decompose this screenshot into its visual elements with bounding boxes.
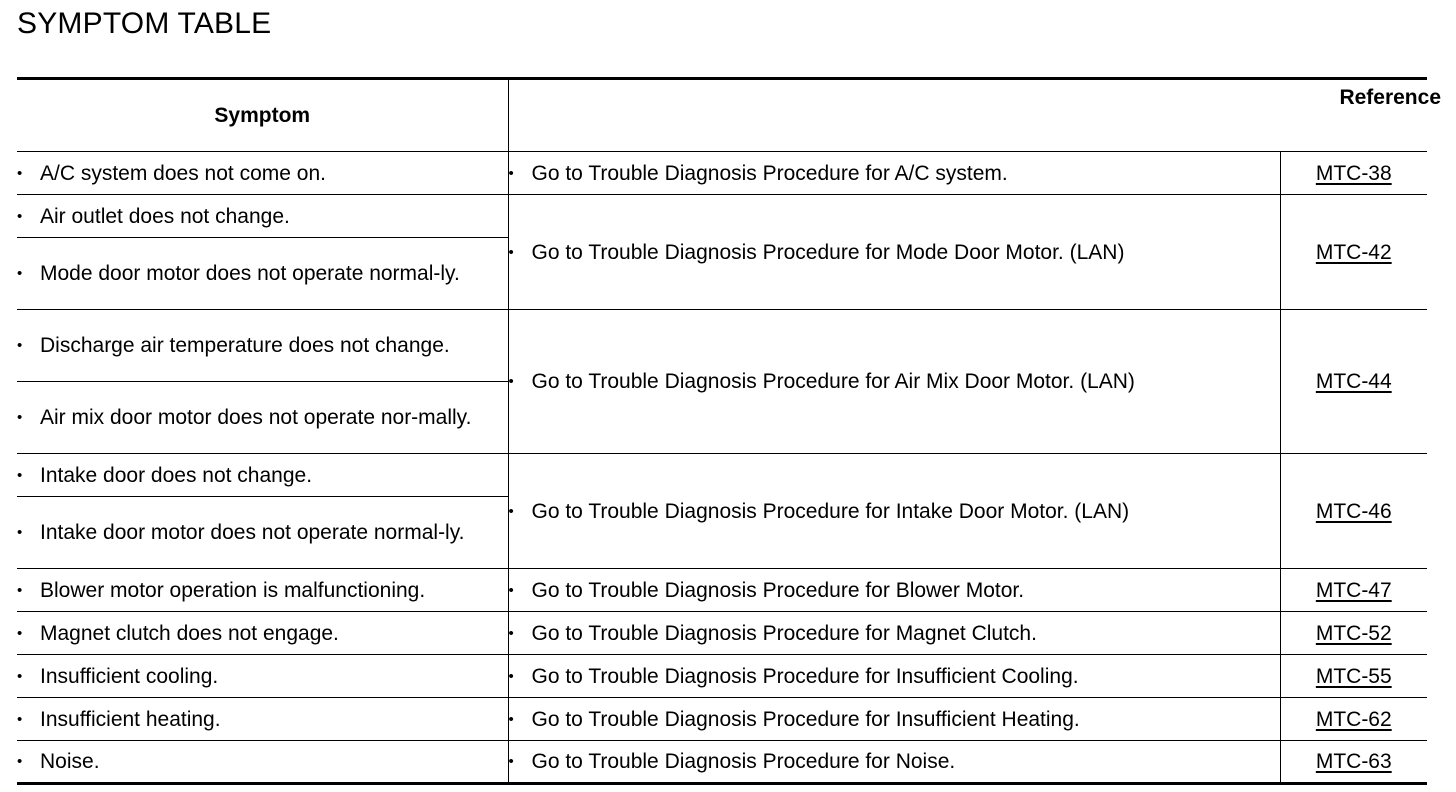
bullet: •	[17, 409, 23, 426]
bullet: •	[17, 265, 23, 282]
reference-cell	[1280, 569, 1427, 612]
bullet: •	[17, 710, 23, 728]
table-row	[17, 152, 1427, 195]
procedure-text: Go to Trouble Diagnosis Procedure for Magnet Clutch.	[531, 621, 1037, 645]
reference-cell	[1280, 310, 1427, 454]
symptom-text: Magnet clutch does not engage.	[40, 621, 339, 645]
page-title: SYMPTOM TABLE	[17, 7, 272, 40]
bullet: •	[508, 667, 514, 685]
procedure-text: Go to Trouble Diagnosis Procedure for Blower Motor.	[531, 578, 1025, 602]
table-row	[17, 741, 1427, 784]
reference-link-mtc-55[interactable]: MTC-55	[1315, 664, 1392, 688]
reference-header-cell	[508, 79, 1427, 152]
procedure-text: Go to Trouble Diagnosis Procedure for Intake Door Motor. (LAN)	[531, 499, 1130, 523]
reference-link-mtc-63[interactable]: MTC-63	[1315, 750, 1392, 773]
symptom-cell	[17, 612, 508, 655]
symptom-cell	[17, 569, 508, 612]
symptom-cell	[17, 655, 508, 698]
reference-link-mtc-52[interactable]: MTC-52	[1315, 621, 1392, 645]
symptom-text: Noise.	[40, 750, 100, 773]
procedure-cell	[508, 741, 1280, 784]
bullet: •	[508, 624, 514, 642]
bullet: •	[17, 624, 23, 642]
table-row	[17, 698, 1427, 741]
reference-cell	[1280, 655, 1427, 698]
table-row	[17, 655, 1427, 698]
procedure-text: Go to Trouble Diagnosis Procedure for A/C system.	[531, 161, 1008, 185]
reference-cell	[1280, 152, 1427, 195]
bullet: •	[508, 502, 514, 520]
table-row	[17, 454, 1427, 497]
symptom-text: Air mix door motor does not operate nor-mally.	[40, 406, 472, 429]
reference-cell	[1280, 612, 1427, 655]
reference-link-mtc-42[interactable]: MTC-42	[1315, 240, 1392, 264]
symptom-cell	[17, 238, 508, 310]
symptom-text: Discharge air temperature does not change.	[40, 334, 450, 357]
bullet: •	[508, 710, 514, 728]
reference-link-mtc-44[interactable]: MTC-44	[1315, 370, 1392, 393]
reference-cell	[1280, 195, 1427, 310]
symptom-text: Insufficient cooling.	[40, 664, 219, 688]
bullet: •	[17, 667, 23, 685]
reference-cell	[1280, 454, 1427, 569]
symptom-cell	[17, 741, 508, 784]
reference-link-mtc-47[interactable]: MTC-47	[1315, 578, 1392, 602]
symptom-text: A/C system does not come on.	[40, 161, 326, 185]
symptom-cell	[17, 497, 508, 569]
reference-cell	[1280, 741, 1427, 784]
procedure-cell	[508, 655, 1280, 698]
table-row	[17, 569, 1427, 612]
bullet: •	[17, 207, 23, 225]
procedure-text: Go to Trouble Diagnosis Procedure for Mode Door Motor. (LAN)	[531, 240, 1125, 264]
bullet: •	[508, 373, 514, 390]
procedure-cell	[508, 698, 1280, 741]
procedure-cell	[508, 152, 1280, 195]
bullet: •	[508, 164, 514, 182]
procedure-text: Go to Trouble Diagnosis Procedure for Noise.	[531, 750, 956, 773]
procedure-cell	[508, 454, 1280, 569]
bullet: •	[17, 524, 23, 541]
bullet: •	[17, 581, 23, 599]
symptom-text: Insufficient heating.	[40, 707, 221, 731]
symptom-cell	[17, 310, 508, 382]
procedure-cell	[508, 612, 1280, 655]
bullet: •	[17, 337, 23, 354]
bullet: •	[17, 753, 23, 770]
procedure-cell	[508, 310, 1280, 454]
symptom-text: Intake door does not change.	[40, 463, 313, 487]
symptom-text: Air outlet does not change.	[40, 204, 290, 228]
bullet: •	[508, 243, 514, 261]
reference-column-header: Reference	[1339, 86, 1441, 109]
procedure-cell	[508, 569, 1280, 612]
table-row	[17, 612, 1427, 655]
symptom-text: Mode door motor does not operate normal-ly.	[40, 262, 460, 285]
procedure-text: Go to Trouble Diagnosis Procedure for Air Mix Door Motor. (LAN)	[531, 370, 1135, 393]
reference-link-mtc-62[interactable]: MTC-62	[1315, 707, 1392, 731]
symptom-table	[17, 77, 1427, 785]
table-header-row	[17, 79, 1427, 152]
symptom-cell	[17, 698, 508, 741]
symptom-cell	[17, 454, 508, 497]
bullet: •	[17, 164, 23, 182]
table-row	[17, 310, 1427, 382]
bullet: •	[508, 753, 514, 770]
table-row	[17, 195, 1427, 238]
reference-link-mtc-46[interactable]: MTC-46	[1315, 499, 1392, 523]
procedure-text: Go to Trouble Diagnosis Procedure for Insufficient Cooling.	[531, 664, 1079, 688]
symptom-column-header: Symptom	[17, 79, 508, 152]
procedure-cell	[508, 195, 1280, 310]
reference-cell	[1280, 698, 1427, 741]
symptom-cell	[17, 382, 508, 454]
bullet: •	[17, 466, 23, 484]
symptom-text: Intake door motor does not operate normal-ly.	[40, 521, 465, 544]
symptom-text: Blower motor operation is malfunctioning.	[40, 578, 426, 602]
bullet: •	[508, 581, 514, 599]
symptom-cell	[17, 152, 508, 195]
procedure-text: Go to Trouble Diagnosis Procedure for Insufficient Heating.	[531, 707, 1080, 731]
symptom-cell	[17, 195, 508, 238]
reference-link-mtc-38[interactable]: MTC-38	[1315, 161, 1392, 185]
